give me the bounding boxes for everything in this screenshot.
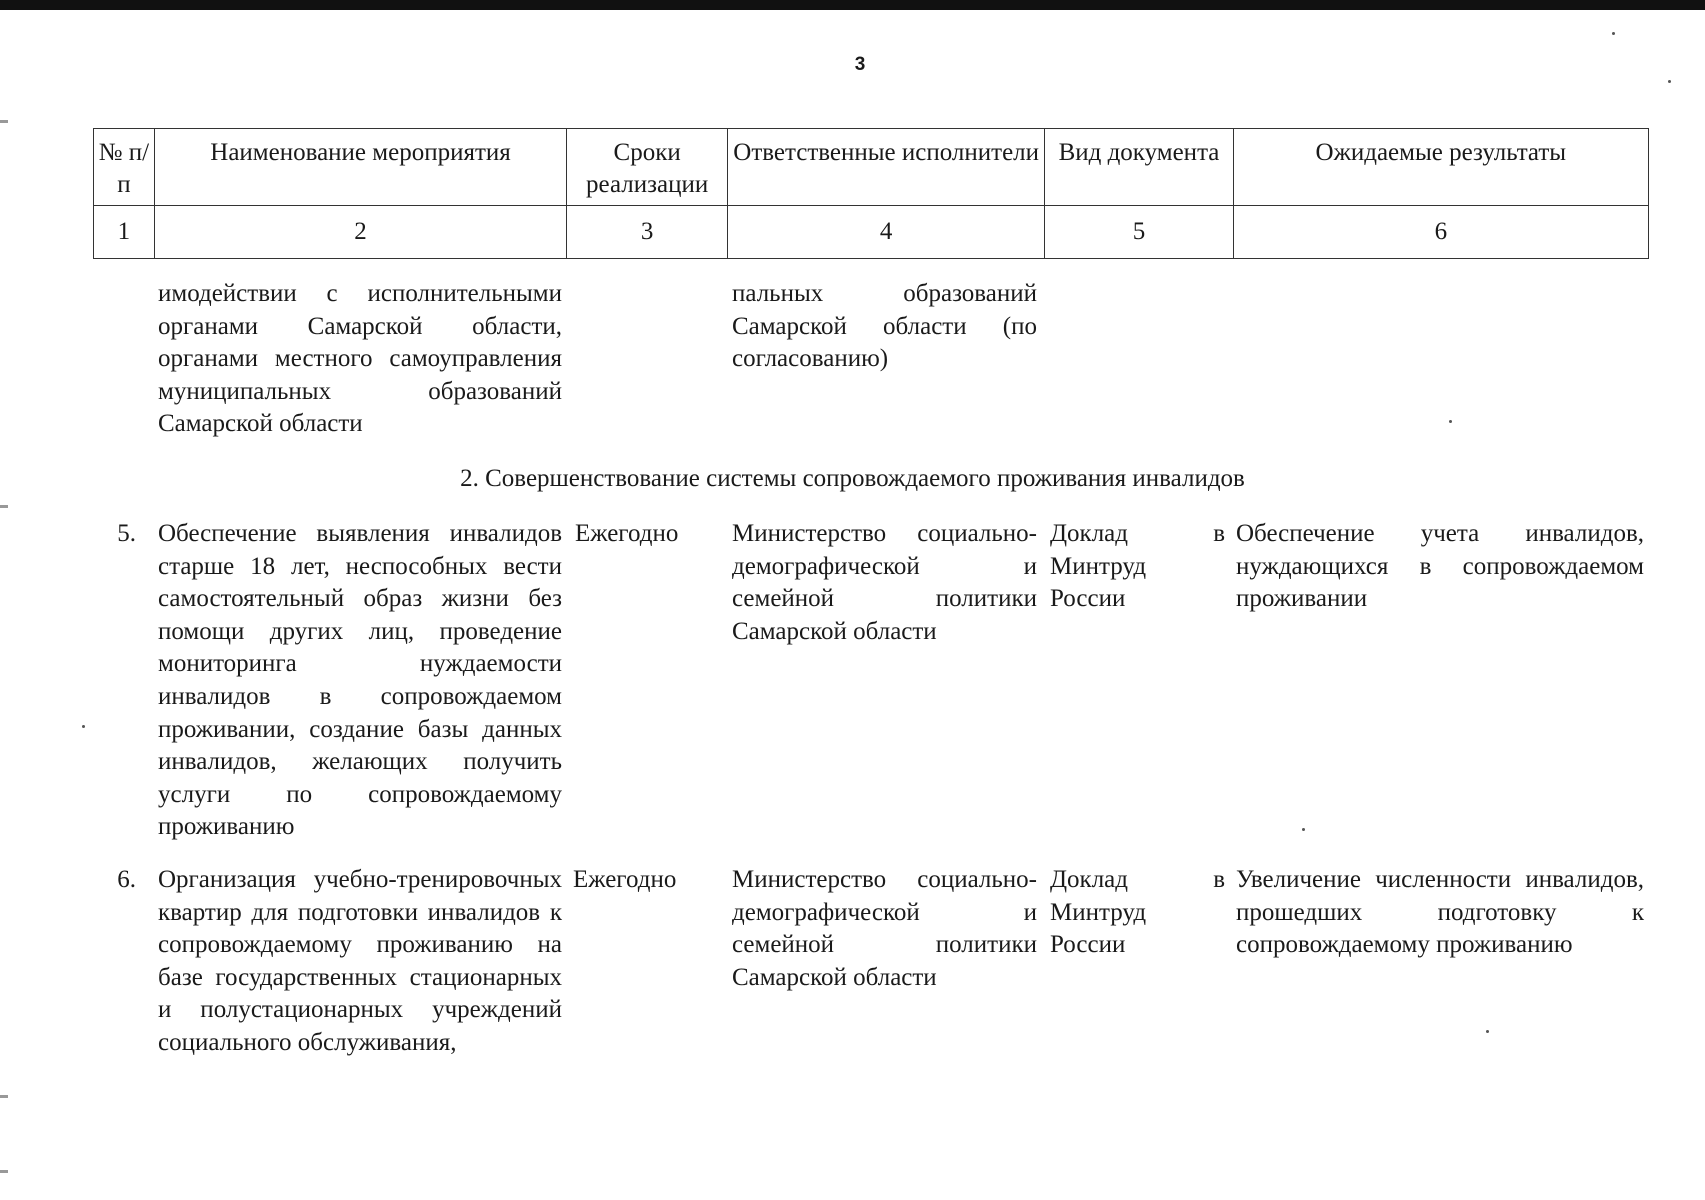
table-column-numbers-row [94, 206, 1649, 259]
row-6-document-type: Доклад в Минтруд России [1050, 866, 1225, 959]
header-col-document-type: Вид документа [1045, 129, 1233, 206]
scan-speck [1668, 80, 1671, 83]
header-col-expected-results: Ожидаемые результаты [1233, 129, 1648, 206]
column-number-1: 1 [94, 206, 155, 259]
row-5-expected-result: Обеспечение учета инвалидов, нуждающихся в сопровождаемом проживании [1236, 520, 1644, 613]
row-6-responsible: Министерство социально-демографической и семейной политики Самарской области [732, 866, 1037, 991]
header-col-term: Сроки реализации [567, 129, 728, 206]
row-6-event-name: Организация учебно-тренировочных квартир для подготовки инвалидов к сопровождаемому проживанию на базе государственных стационарных и полустационарных учреждений социального обслуживания, [158, 866, 562, 1056]
row-5-event-name: Обеспечение выявления инвалидов старше 18 лет, неспособных вести самостоятельный образ жизни без помощи других лиц, проведение мониторинга нуждаемости инвалидов в сопровождаемом проживании, создание базы данных инвалидов, желающих получить услуги по сопровождаемому проживанию [158, 520, 562, 841]
scan-speck [1449, 420, 1452, 423]
header-col-number: № п/п [94, 129, 155, 206]
row-6-expected-result: Увеличение численности инвалидов, прошедших подготовку к сопровождаемому проживанию [1236, 866, 1644, 959]
continuation-responsible: пальных образований Самарской области (по согласованию) [732, 280, 1037, 373]
scan-edge-mark [0, 1095, 8, 1098]
scan-speck [1612, 32, 1615, 35]
table-header [93, 128, 1649, 259]
row-5-number: 5. [117, 520, 136, 547]
column-number-2: 2 [154, 206, 567, 259]
section-title: 2. Совершенствование системы сопровождаемого проживания инвалидов [460, 465, 1245, 492]
top-border-bar [0, 0, 1705, 10]
header-col-event-name: Наименование мероприятия [154, 129, 567, 206]
column-number-6: 6 [1233, 206, 1648, 259]
scan-edge-mark [0, 1170, 8, 1173]
column-number-3: 3 [567, 206, 728, 259]
column-number-4: 4 [728, 206, 1045, 259]
row-6-term: Ежегодно [573, 866, 677, 893]
page-number: 3 [854, 54, 866, 75]
column-number-5: 5 [1045, 206, 1233, 259]
continuation-event-name: имодействии с исполнительными органами Самарской области, органами местного самоуправления муниципальных образований Самарской области [158, 280, 562, 438]
scan-edge-mark [0, 505, 8, 508]
row-5-responsible: Министерство социально-демографической и семейной политики Самарской области [732, 520, 1037, 645]
row-6-number: 6. [117, 866, 136, 893]
scan-speck [1486, 1030, 1489, 1033]
table-header-row [94, 129, 1649, 206]
row-5-document-type: Доклад в Минтруд России [1050, 520, 1225, 613]
header-col-responsible: Ответственные исполнители [728, 129, 1045, 206]
row-5-term: Ежегодно [575, 520, 679, 547]
scan-edge-mark [0, 120, 8, 123]
scan-speck [82, 725, 85, 728]
scan-speck [1302, 828, 1305, 831]
